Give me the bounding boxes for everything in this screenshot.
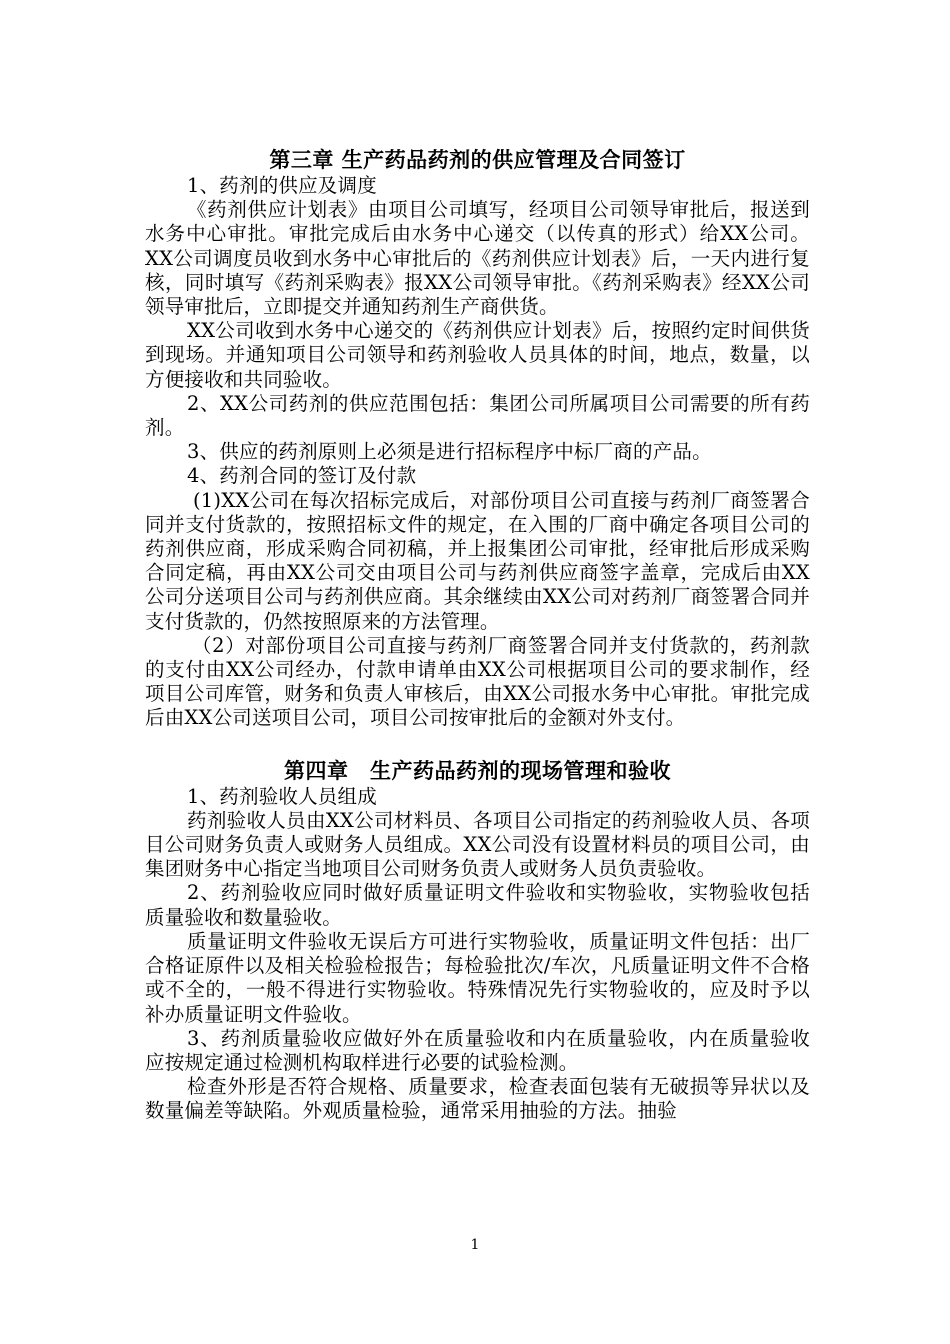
ch3-item-2: （2）对部份项目公司直接与药剂厂商签署合同并支付货款的，药剂款的支付由XX公司经办，付款申请单由XX公司根据项目公司的要求制作，经项目公司库管，财务和负责人审核后，由XX公司报水务中心审批。审批完成后由XX公司送项目公司，项目公司按审批后的金额对外支付。	[145, 633, 810, 730]
chapter-4-title: 第四章 生产药品药剂的现场管理和验收	[284, 757, 671, 783]
ch3-section-2: 2、XX公司药剂的供应范围包括：集团公司所属项目公司需要的所有药剂。	[145, 391, 810, 440]
ch4-paragraph: 质量证明文件验收无误后方可进行实物验收，质量证明文件包括：出厂合格证原件以及相关检验检报告；每检验批次/车次，凡质量证明文件不合格或不全的，一般不得进行实物验收。特殊情况先行实物验收的，应及时予以补办质量证明文件验收。	[145, 929, 810, 1026]
ch3-paragraph: XX公司收到水务中心递交的《药剂供应计划表》后，按照约定时间供货到现场。并通知项目公司领导和药剂验收人员具体的时间，地点，数量，以方便接收和共同验收。	[145, 319, 810, 391]
ch4-section-3: 3、药剂质量验收应做好外在质量验收和内在质量验收，内在质量验收应按规定通过检测机构取样进行必要的试验检测。	[145, 1026, 810, 1074]
ch3-paragraph: 《药剂供应计划表》由项目公司填写，经项目公司领导审批后，报送到水务中心审批。审批完成后由水务中心递交（以传真的形式）给XX公司。XX公司调度员收到水务中心审批后的《药剂供应计划表》后，一天内进行复核，同时填写《药剂采购表》报XX公司领导审批。《药剂采购表》经XX公司领导审批后，立即提交并通知药剂生产商供货。	[145, 198, 810, 319]
page-number: 1	[470, 1237, 480, 1253]
ch4-paragraph: 检查外形是否符合规格、质量要求，检查表面包装有无破损等异状以及数量偏差等缺陷。外观质量检验，通常采用抽验的方法。抽验	[145, 1075, 810, 1123]
ch4-section-1-heading: 1、药剂验收人员组成	[187, 784, 377, 808]
ch3-section-1-heading: 1、药剂的供应及调度	[187, 174, 377, 197]
chapter-3-title: 第三章 生产药品药剂的供应管理及合同签订	[269, 147, 686, 172]
ch4-paragraph: 药剂验收人员由XX公司材料员、各项目公司指定的药剂验收人员、各项目公司财务负责人或财务人员组成。XX公司没有设置材料员的项目公司，由集团财务中心指定当地项目公司财务负责人或财务人员负责验收。	[145, 808, 810, 881]
document-body	[145, 146, 810, 1124]
ch3-section-3: 3、供应的药剂原则上必须是进行招标程序中标厂商的产品。	[187, 440, 712, 464]
ch4-section-2: 2、药剂验收应同时做好质量证明文件验收和实物验收，实物验收包括质量验收和数量验收。	[145, 881, 810, 929]
ch3-item-1: (1)XX公司在每次招标完成后，对部份项目公司直接与药剂厂商签署合同并支付货款的，按照招标文件的规定，在入围的厂商中确定各项目公司的药剂供应商，形成采购合同初稿，并上报集团公司审批，经审批后形成采购合同定稿，再由XX公司交由项目公司与药剂供应商签字盖章，完成后由XX公司分送项目公司与药剂供应商。其余继续由XX公司对药剂厂商签署合同并支付货款的，仍然按照原来的方法管理。	[145, 488, 810, 633]
ch3-section-4-heading: 4、药剂合同的签订及付款	[187, 464, 417, 488]
